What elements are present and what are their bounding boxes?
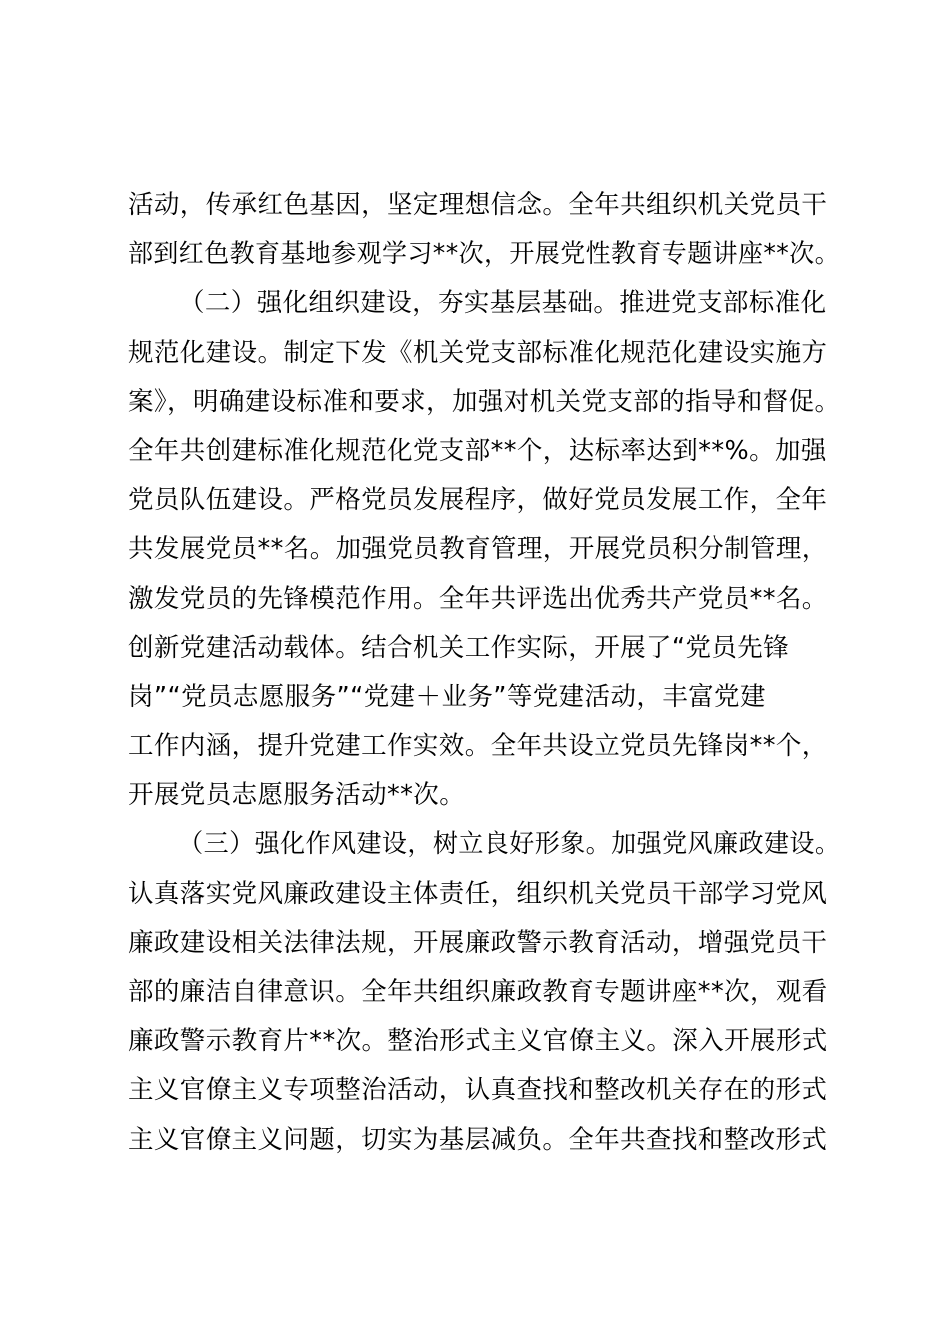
- section-heading-three-line: （三）强化作风建设，树立良好形象。加强党风廉政建设。: [178, 829, 841, 860]
- text-line-5: 案》，明确建设标准和要求，加强对机关党支部的指导和督促。: [128, 386, 841, 417]
- text-line-1: 活动，传承红色基因，坚定理想信念。全年共组织机关党员干: [128, 190, 828, 220]
- section-heading-two-line: （二）强化组织建设，夯实基层基础。推进党支部标准化: [179, 288, 827, 319]
- text-line-13: 开展党员志愿服务活动**次。: [128, 780, 466, 811]
- text-line-9: 激发党员的先锋模范作用。全年共评选出优秀共产党员**名。: [128, 583, 828, 614]
- text-line-15: 认真落实党风廉政建设主体责任，组织机关党员干部学习党风: [128, 878, 828, 909]
- text-line-16: 廉政建设相关法律法规，开展廉政警示教育活动，增强党员干: [128, 927, 828, 958]
- document-body: [128, 181, 841, 1165]
- text-line-17: 部的廉洁自律意识。全年共组织廉政教育专题讲座**次，观看: [128, 977, 828, 1007]
- text-line-12: 工作内涵，提升党建工作实效。全年共设立党员先锋岗**个，: [128, 731, 828, 762]
- text-line-6: 全年共创建标准化规范化党支部**个，达标率达到**%。加强: [128, 435, 827, 466]
- text-line-11: 岗”“党员志愿服务”“党建＋业务”等党建活动，丰富党建: [128, 681, 766, 712]
- text-line-19: 主义官僚主义专项整治活动，认真查找和整改机关存在的形式: [128, 1075, 828, 1106]
- text-line-7: 党员队伍建设。严格党员发展程序，做好党员发展工作，全年: [128, 485, 828, 516]
- text-line-10: 创新党建活动载体。结合机关工作实际，开展了“党员先锋: [128, 632, 790, 663]
- text-line-8: 共发展党员**名。加强党员教育管理，开展党员积分制管理，: [128, 534, 828, 565]
- text-line-4: 规范化建设。制定下发《机关党支部标准化规范化建设实施方: [128, 337, 828, 368]
- text-line-18: 廉政警示教育片**次。整治形式主义官僚主义。深入开展形式: [128, 1026, 828, 1057]
- text-line-2: 部到红色教育基地参观学习**次，开展党性教育专题讲座**次。: [128, 239, 841, 270]
- text-line-20: 主义官僚主义问题，切实为基层减负。全年共查找和整改形式: [128, 1124, 828, 1155]
